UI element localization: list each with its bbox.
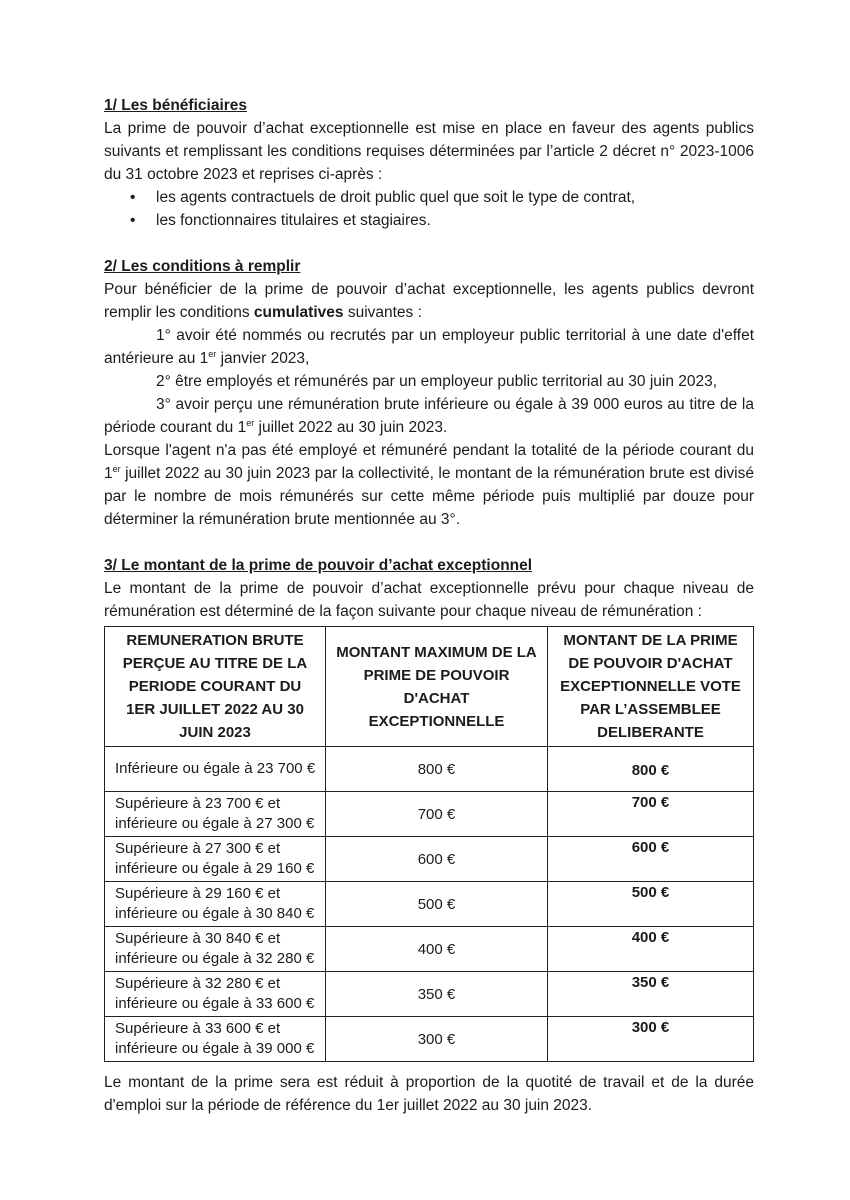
- table-header-row: [105, 627, 754, 747]
- condition-1: 1° avoir été nommés ou recrutés par un employeur public territorial à une date d'effet antérieure au 1er janvier 2023,: [104, 327, 754, 367]
- remuneration-range-cell: Supérieure à 30 840 € et inférieure ou égale à 32 280 €: [105, 927, 326, 972]
- table-row: [105, 972, 754, 1017]
- voted-amount-cell: 300 €: [548, 1017, 754, 1062]
- table-row: [105, 747, 754, 792]
- remuneration-range-cell: Supérieure à 29 160 € et inférieure ou égale à 30 840 €: [105, 882, 326, 927]
- beneficiaries-list: [104, 186, 754, 232]
- prime-amount-table: [104, 626, 754, 1062]
- max-amount-cell: 500 €: [326, 882, 548, 927]
- remuneration-range-cell: Supérieure à 33 600 € et inférieure ou égale à 39 000 €: [105, 1017, 326, 1062]
- max-amount-cell: 700 €: [326, 792, 548, 837]
- table-row: [105, 882, 754, 927]
- voted-amount-cell: 350 €: [548, 972, 754, 1017]
- condition-2: 2° être employés et rémunérés par un employeur public territorial au 30 juin 2023,: [156, 373, 718, 390]
- remuneration-range-cell: Supérieure à 27 300 € et inférieure ou égale à 29 160 €: [105, 837, 326, 882]
- max-amount-cell: 350 €: [326, 972, 548, 1017]
- table-row: [105, 1017, 754, 1062]
- section-1-heading: 1/ Les bénéficiaires: [104, 97, 248, 114]
- section-3-intro: Le montant de la prime de pouvoir d’achat exceptionnelle prévu pour chaque niveau de rémunération est déterminé de la façon suivante pour chaque niveau de rémunération :: [104, 580, 754, 620]
- max-amount-cell: 800 €: [326, 747, 548, 792]
- table-row: [105, 837, 754, 882]
- list-item: • les agents contractuels de droit public quel que soit le type de contrat,: [104, 186, 754, 209]
- section-2-heading: 2/ Les conditions à remplir: [104, 258, 301, 275]
- remuneration-range-cell: Inférieure ou égale à 23 700 €: [105, 747, 326, 792]
- voted-amount-cell: 700 €: [548, 792, 754, 837]
- column-header-voted-amount: MONTANT DE LA PRIME DE POUVOIR D'ACHAT EXCEPTIONNELLE VOTE PAR L’ASSEMBLEE DELIBERANTE: [548, 627, 754, 747]
- column-header-max-amount: MONTANT MAXIMUM DE LA PRIME DE POUVOIR D'ACHAT EXCEPTIONNELLE: [326, 627, 548, 747]
- table-row: [105, 927, 754, 972]
- table-row: [105, 792, 754, 837]
- list-item: • les fonctionnaires titulaires et stagiaires.: [104, 209, 754, 232]
- voted-amount-cell: 500 €: [548, 882, 754, 927]
- section-1-intro: La prime de pouvoir d’achat exceptionnelle est mise en place en faveur des agents publics suivants et remplissant les conditions requises déterminées par l’article 2 décret n° 2023-1006 du 31 octobre 2023 et reprises ci-après :: [104, 120, 754, 183]
- max-amount-cell: 400 €: [326, 927, 548, 972]
- section-2-paragraph: Lorsque l'agent n'a pas été employé et rémunéré pendant la totalité de la période courant du 1er juillet 2022 au 30 juin 2023 par la collectivité, le montant de la rémunération brute est divisé par le nombre de mois rémunérés sur cette même période puis multiplié par douze pour déterminer la rémunération brute mentionnée au 3°.: [104, 442, 754, 528]
- document-page: [104, 94, 754, 1117]
- section-3-footer: Le montant de la prime sera est réduit à proportion de la quotité de travail et de la durée d'emploi sur la période de référence du 1er juillet 2022 au 30 juin 2023.: [104, 1074, 754, 1114]
- bullet-icon: •: [130, 212, 136, 229]
- remuneration-range-cell: Supérieure à 23 700 € et inférieure ou égale à 27 300 €: [105, 792, 326, 837]
- remuneration-range-cell: Supérieure à 32 280 € et inférieure ou égale à 33 600 €: [105, 972, 326, 1017]
- max-amount-cell: 300 €: [326, 1017, 548, 1062]
- voted-amount-cell: 800 €: [548, 747, 754, 792]
- condition-3: 3° avoir perçu une rémunération brute inférieure ou égale à 39 000 euros au titre de la période courant du 1er juillet 2022 au 30 juin 2023.: [104, 396, 754, 436]
- section-2-intro: Pour bénéficier de la prime de pouvoir d’achat exceptionnelle, les agents publics devront remplir les conditions cumulatives suivantes :: [104, 281, 754, 321]
- voted-amount-cell: 600 €: [548, 837, 754, 882]
- bullet-icon: •: [130, 189, 136, 206]
- max-amount-cell: 600 €: [326, 837, 548, 882]
- voted-amount-cell: 400 €: [548, 927, 754, 972]
- section-3-heading: 3/ Le montant de la prime de pouvoir d’achat exceptionnel: [104, 557, 533, 574]
- column-header-remuneration: REMUNERATION BRUTE PERÇUE AU TITRE DE LA PERIODE COURANT DU 1ER JUILLET 2022 AU 30 JUIN 2023: [105, 627, 326, 747]
